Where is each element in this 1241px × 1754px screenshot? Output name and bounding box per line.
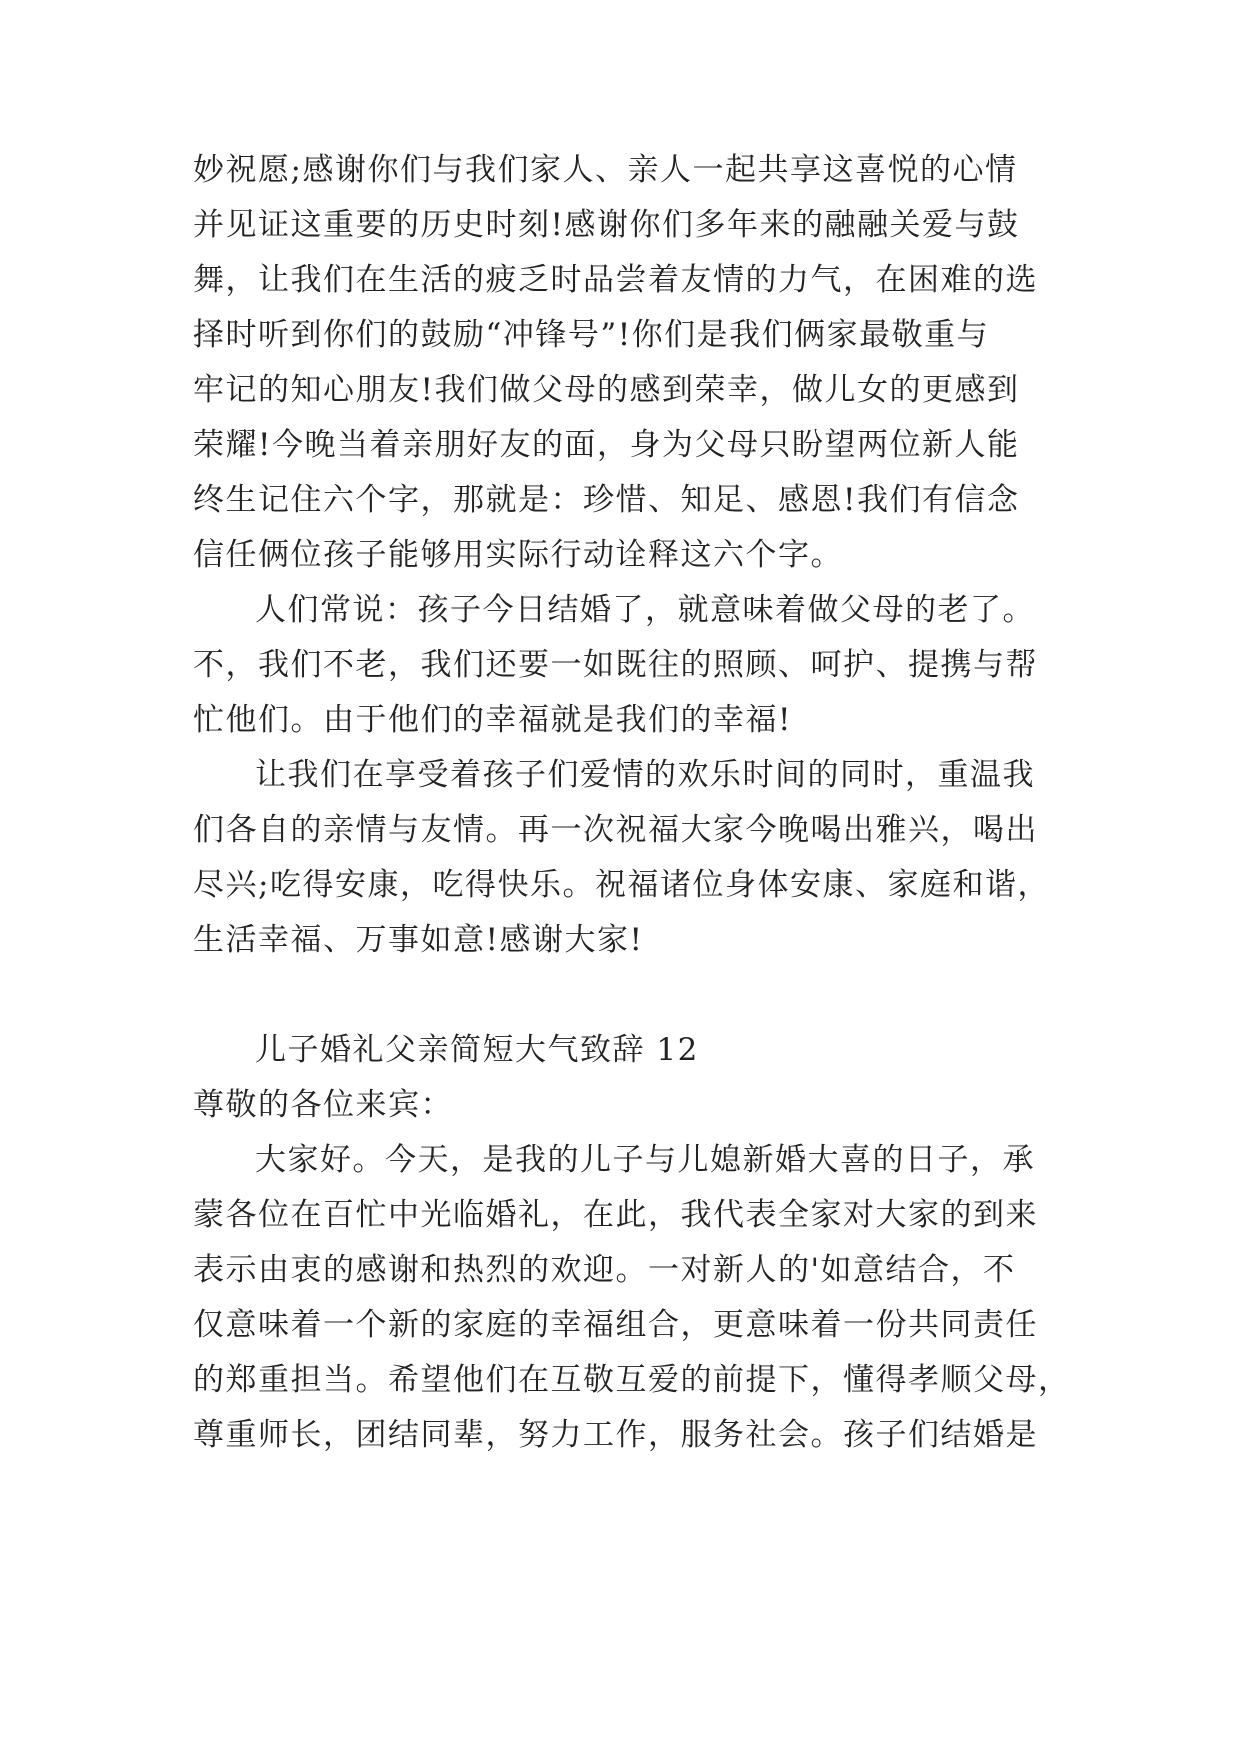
paragraph-line: 表示由衷的感谢和热烈的欢迎。一对新人的'如意结合，不: [193, 1252, 1016, 1288]
salutation: 尊敬的各位来宾：: [193, 1087, 453, 1123]
paragraph-line: 仅意味着一个新的家庭的幸福组合，更意味着一份共同责任: [193, 1307, 1038, 1343]
paragraph-line: 终生记住六个字，那就是：珍惜、知足、感恩!我们有信念: [193, 482, 1020, 518]
paragraph-line: 人们常说：孩子今日结婚了，就意味着做父母的老了。: [255, 592, 1035, 628]
paragraph-line: 不，我们不老，我们还要一如既往的照顾、呵护、提携与帮: [193, 647, 1038, 683]
paragraph-line: 信任俩位孩子能够用实际行动诠释这六个字。: [193, 537, 843, 573]
paragraph-line: 的郑重担当。希望他们在互敬互爱的前提下，懂得孝顺父母，: [193, 1362, 1071, 1398]
paragraph-line: 生活幸福、万事如意!感谢大家!: [193, 922, 644, 958]
paragraph-line: 荣耀!今晚当着亲朋好友的面，身为父母只盼望两位新人能: [193, 427, 1020, 463]
paragraph-line: 牢记的知心朋友!我们做父母的感到荣幸，做儿女的更感到: [193, 372, 1020, 408]
paragraph-line: 并见证这重要的历史时刻!感谢你们多年来的融融关爱与鼓: [193, 207, 1020, 243]
paragraph-line: 妙祝愿;感谢你们与我们家人、亲人一起共享这喜悦的心情: [193, 152, 1018, 188]
section-title: 儿子婚礼父亲简短大气致辞 12: [255, 1032, 699, 1068]
paragraph-line: 忙他们。由于他们的幸福就是我们的幸福!: [193, 702, 792, 738]
paragraph-line: 择时听到你们的鼓励“冲锋号”!你们是我们俩家最敬重与: [193, 317, 990, 353]
paragraph-line: 尊重师长，团结同辈，努力工作，服务社会。孩子们结婚是: [193, 1417, 1038, 1453]
paragraph-line: 尽兴;吃得安康，吃得快乐。祝福诸位身体安康、家庭和谐，: [193, 867, 1050, 903]
paragraph-line: 们各自的亲情与友情。再一次祝福大家今晚喝出雅兴，喝出: [193, 812, 1038, 848]
paragraph-line: 蒙各位在百忙中光临婚礼，在此，我代表全家对大家的到来: [193, 1197, 1038, 1233]
paragraph-line: 大家好。今天，是我的儿子与儿媳新婚大喜的日子，承: [255, 1142, 1035, 1178]
paragraph-line: 舞，让我们在生活的疲乏时品尝着友情的力气，在困难的选: [193, 262, 1038, 298]
paragraph-line: 让我们在享受着孩子们爱情的欢乐时间的同时，重温我: [255, 757, 1035, 793]
